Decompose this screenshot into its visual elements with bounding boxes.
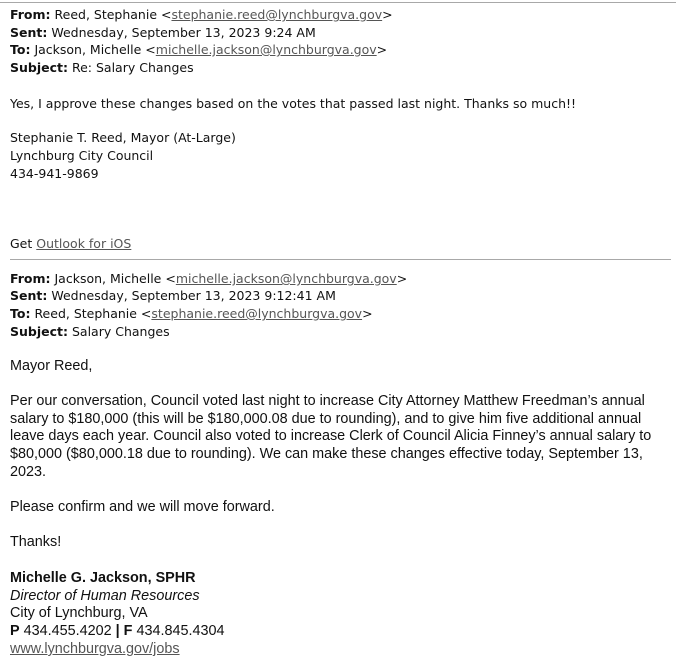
get-outlook-line: [10, 235, 131, 253]
outlook-ios-link[interactable]: Outlook for iOS: [36, 236, 132, 251]
to-email-link[interactable]: stephanie.reed@lynchburgva.gov: [151, 306, 363, 321]
get-prefix: Get: [10, 236, 37, 251]
from-email-link[interactable]: michelle.jackson@lynchburgva.gov: [175, 271, 397, 286]
sent-label: Sent:: [10, 25, 48, 40]
to-label: To:: [10, 306, 31, 321]
from-label: From:: [10, 271, 51, 286]
phone-label: P: [10, 623, 20, 639]
from-close: >: [396, 271, 408, 286]
greeting: Mayor Reed,: [10, 358, 93, 374]
subject-label: Subject:: [10, 324, 68, 339]
signature-web: [10, 641, 670, 659]
to-name: Reed, Stephanie <: [34, 306, 152, 321]
reply-signature-phone: 434-941-9869: [10, 166, 99, 181]
to-close: >: [376, 42, 388, 57]
message-divider: [10, 259, 671, 260]
original-sent-line: [10, 287, 336, 305]
signature-phone-fax: [10, 623, 670, 641]
signature-name: Michelle G. Jackson, SPHR: [10, 570, 196, 586]
confirm-line: Please confirm and we will move forward.: [10, 499, 275, 515]
separator: |: [115, 623, 120, 639]
reply-to-line: [10, 41, 387, 59]
thanks-line: Thanks!: [10, 534, 62, 550]
from-name: Jackson, Michelle <: [54, 271, 176, 286]
message-paragraph: Per our conversation, Council voted last night to increase City Attorney Matthew Freedman’s annual salary to $180,000 (this will be $180,000.08 due to rounding), and to give him five additional annual leave days each year. Council also voted to increase Clerk of Council Alicia Finney’s annual salary to $80,000 ($80,000.18 due to rounding). We can make these changes effective today, September 13, 2023.: [10, 393, 652, 480]
from-name: Reed, Stephanie <: [54, 7, 172, 22]
fax-value: 434.845.4304: [132, 623, 225, 639]
subject-value: Salary Changes: [71, 324, 170, 339]
sent-value: Wednesday, September 13, 2023 9:12:41 AM: [51, 288, 336, 303]
subject-label: Subject:: [10, 60, 68, 75]
from-email-link[interactable]: stephanie.reed@lynchburgva.gov: [171, 7, 383, 22]
signature-title: Director of Human Resources: [10, 588, 200, 604]
top-divider: [0, 2, 676, 3]
to-close: >: [362, 306, 373, 321]
to-email-link[interactable]: michelle.jackson@lynchburgva.gov: [155, 42, 377, 57]
from-label: From:: [10, 7, 51, 22]
reply-sent-line: [10, 24, 316, 42]
reply-signature-name: Stephanie T. Reed, Mayor (At-Large): [10, 130, 236, 145]
sent-label: Sent:: [10, 288, 48, 303]
from-close: >: [382, 7, 393, 22]
phone-value: 434.455.4202: [19, 623, 116, 639]
sent-value: Wednesday, September 13, 2023 9:24 AM: [51, 25, 316, 40]
jobs-website-link[interactable]: www.lynchburgva.gov/jobs: [10, 641, 180, 657]
original-from-line: [10, 270, 407, 288]
to-label: To:: [10, 42, 31, 57]
original-subject-line: [10, 323, 170, 341]
reply-subject-line: [10, 59, 194, 77]
subject-value: Re: Salary Changes: [71, 60, 194, 75]
to-name: Jackson, Michelle <: [34, 42, 156, 57]
reply-body: Yes, I approve these changes based on the votes that passed last night. Thanks so much!!: [10, 96, 577, 111]
reply-signature-org: Lynchburg City Council: [10, 148, 154, 163]
fax-label: F: [119, 623, 133, 639]
signature-org: City of Lynchburg, VA: [10, 605, 148, 621]
reply-from-line: [10, 6, 393, 24]
original-to-line: [10, 305, 373, 323]
